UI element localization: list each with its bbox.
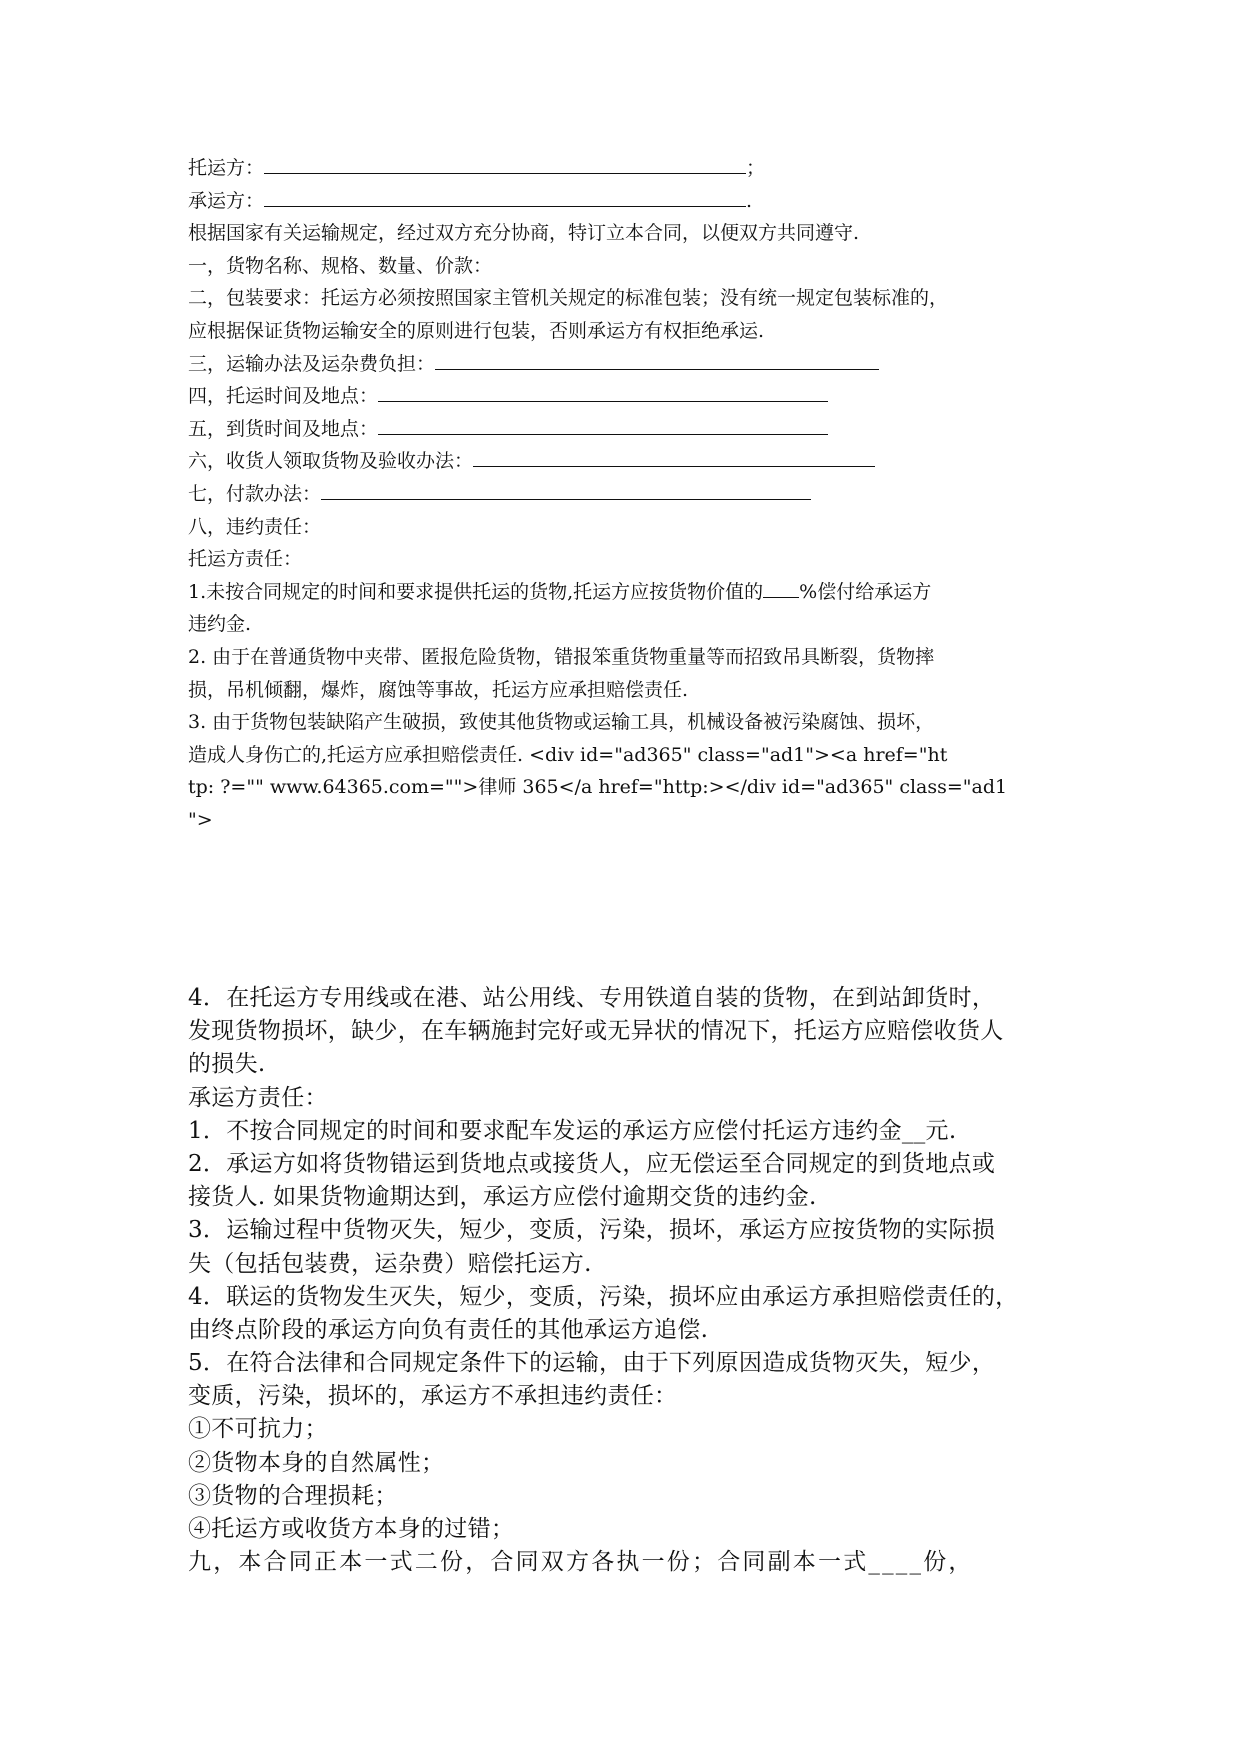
contract-section-upper (188, 152, 1068, 836)
clause-1: 一，货物名称、规格、数量、价款： (188, 254, 493, 277)
percent-blank (763, 577, 799, 598)
contract-section-lower (188, 982, 1068, 1579)
carrier-resp-5-line-1: 5．在符合法律和合同规定条件下的运输，由于下列原因造成货物灭失，短少， (188, 1350, 996, 1377)
clause-3 (188, 348, 1068, 381)
shipper-resp-3-line-2: 造成人身伤亡的,托运方应承担赔偿责任. <div id="ad365" class="ad1"><a href="ht (188, 743, 948, 766)
clause-3-label: 三，运输办法及运杂费负担： (188, 352, 436, 375)
clause-6 (188, 445, 1068, 478)
shipper-resp-2-line-2: 损，吊机倾翻，爆炸，腐蚀等事故，托运方应承担赔偿责任. (188, 678, 689, 701)
clause-3-blank (435, 349, 879, 370)
clause-5-blank (378, 414, 828, 435)
clause-2-line-2: 应根据保证货物运输安全的原则进行包装，否则承运方有权拒绝承运. (188, 319, 765, 342)
shipper-resp-1-text-a: 1.未按合同规定的时间和要求提供托运的货物,托运方应按货物价值的 (188, 580, 764, 603)
carrier-resp-4-line-1: 4．联运的货物发生灭失，短少，变质，污染，损坏应由承运方承担赔偿责任的， (188, 1283, 1019, 1310)
shipper-resp-1-text-b: %偿付给承运方 (799, 580, 932, 603)
clause-6-blank (473, 446, 875, 467)
clause-4-label: 四，托运时间及地点： (188, 385, 379, 408)
shipper-resp-1-line-2: 违约金. (188, 613, 252, 636)
carrier-resp-2-line-1: 2．承运方如将货物错运到货地点或接货人，应无偿运至合同规定的到货地点或 (188, 1150, 996, 1177)
exemption-3: ③货物的合理损耗； (188, 1482, 398, 1509)
shipper-line (188, 152, 1068, 185)
carrier-end: . (746, 189, 753, 212)
clause-2-line-1: 二，包装要求：托运方必须按照国家主管机关规定的标准包装；没有统一规定包装标准的， (188, 287, 949, 310)
shipper-resp-1-line-1 (188, 576, 1068, 609)
shipper-label: 托运方： (188, 157, 265, 179)
clause-7-label: 七，付款办法： (188, 482, 322, 505)
clause-4 (188, 380, 1068, 413)
exemption-2: ②货物本身的自然属性； (188, 1449, 445, 1476)
shipper-resp-3-line-3: tp: ?="" www.64365.com="">律师 365</a href="http:></div id="ad365" class="ad1 (188, 776, 1008, 799)
shipper-blank (264, 153, 746, 174)
clause-5 (188, 413, 1068, 446)
carrier-resp-5-line-2: 变质，污染，损坏的，承运方不承担违约责任： (188, 1383, 678, 1410)
carrier-resp-3-line-1: 3．运输过程中货物灭失，短少，变质，污染，损坏，承运方应按货物的实际损 (188, 1217, 996, 1244)
clause-9: 九，本合同正本一式二份，合同双方各执一份；合同副本一式____份， (188, 1549, 974, 1576)
carrier-blank (264, 186, 746, 207)
preamble: 根据国家有关运输规定，经过双方充分协商，特订立本合同，以便双方共同遵守. (188, 222, 860, 245)
clause-7 (188, 478, 1068, 511)
clause-7-blank (321, 479, 811, 500)
clause-6-label: 六，收货人领取货物及验收办法： (188, 450, 474, 473)
shipper-resp-4-line-3: 的损失. (188, 1051, 266, 1078)
exemption-1: ①不可抗力； (188, 1416, 328, 1443)
carrier-resp-3-line-2: 失（包括包装费，运杂费）赔偿托运方. (188, 1250, 592, 1277)
carrier-line (188, 185, 1068, 218)
shipper-end: ； (746, 157, 766, 179)
carrier-resp-4-line-2: 由终点阶段的承运方向负有责任的其他承运方追偿. (188, 1316, 709, 1343)
carrier-responsibility-heading: 承运方责任： (188, 1084, 328, 1111)
clause-5-label: 五，到货时间及地点： (188, 417, 379, 440)
clause-4-blank (378, 381, 828, 402)
carrier-resp-2-line-2: 接货人. 如果货物逾期达到，承运方应偿付逾期交货的违约金. (188, 1184, 817, 1211)
shipper-resp-4-line-2: 发现货物损坏，缺少，在车辆施封完好或无异状的情况下，托运方应赔偿收货人 (188, 1018, 1004, 1045)
shipper-resp-3-line-1: 3. 由于货物包装缺陷产生破损，致使其他货物或运输工具，机械设备被污染腐蚀、损坏， (188, 711, 935, 734)
shipper-resp-3-line-4: "> (188, 808, 213, 831)
shipper-resp-4-line-1: 4．在托运方专用线或在港、站公用线、专用铁道自装的货物，在到站卸货时， (188, 985, 996, 1011)
carrier-label: 承运方： (188, 189, 265, 212)
shipper-resp-2-line-1: 2. 由于在普通货物中夹带、匿报危险货物，错报笨重货物重量等而招致吊具断裂，货物摔 (188, 645, 935, 668)
clause-8: 八，违约责任： (188, 515, 322, 538)
shipper-responsibility-heading: 托运方责任： (188, 548, 303, 571)
exemption-4: ④托运方或收货方本身的过错； (188, 1516, 515, 1542)
carrier-resp-1: 1．不按合同规定的时间和要求配车发运的承运方应偿付托运方违约金__元. (188, 1117, 957, 1144)
